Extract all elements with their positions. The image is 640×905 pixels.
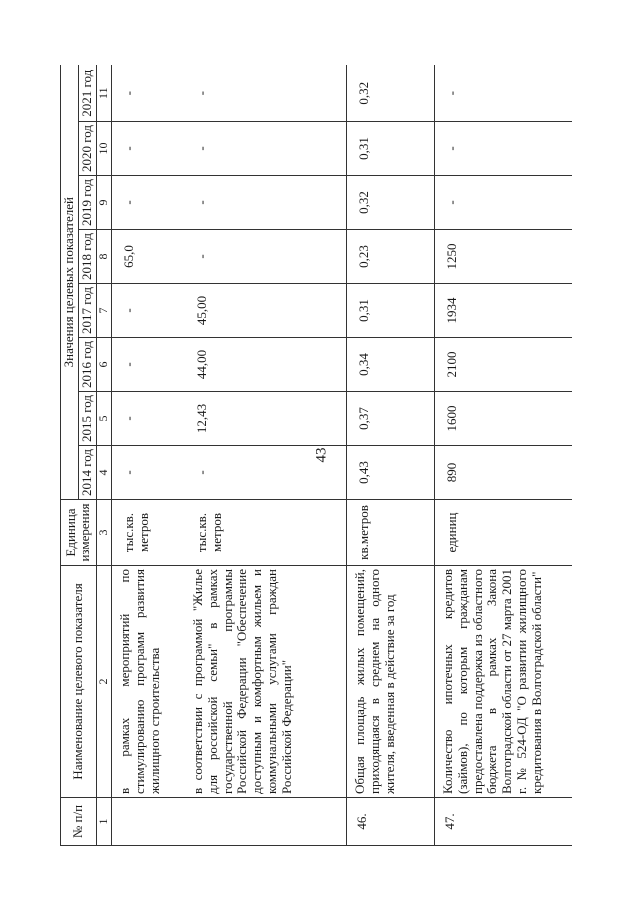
value-cell: 890 <box>434 446 572 500</box>
header-row-1 <box>61 65 79 845</box>
value-cell: - <box>111 65 185 121</box>
header-year: 2018 год <box>78 230 96 284</box>
value-cell: - <box>185 176 347 230</box>
column-numbers-row <box>96 65 111 845</box>
header-year: 2014 год <box>78 446 96 500</box>
column-number: 1 <box>96 798 111 846</box>
value-cell: - <box>111 122 185 176</box>
value-cell: - <box>434 176 572 230</box>
header-year: 2020 год <box>78 122 96 176</box>
table-row <box>434 65 572 845</box>
indicator-name: в рамках мероприятий по стимулированию программ развития жилищного строительства <box>111 566 185 798</box>
value-cell: 65,0 <box>111 230 185 284</box>
row-number: 47. <box>434 798 572 846</box>
value-cell: 0,31 <box>346 122 434 176</box>
header-unit: Единица измерения <box>61 500 97 566</box>
value-cell: - <box>434 65 572 121</box>
header-year: 2015 год <box>78 392 96 446</box>
value-cell: 2100 <box>434 338 572 392</box>
indicator-name: в соответствии с программой "Жилье для российской семьи" в рамках государственной программы Российской Федерации "Обеспечение доступным и комфортным жильем и коммунальными услугами граждан Российской Федерации" <box>185 566 347 798</box>
value-cell: 0,37 <box>346 392 434 446</box>
value-cell: - <box>185 65 347 121</box>
value-cell: 12,43 <box>185 392 347 446</box>
column-number: 2 <box>96 566 111 798</box>
value-cell: - <box>111 446 185 500</box>
value-cell: - <box>185 446 347 500</box>
header-name: Наименование целевого показателя <box>61 566 97 798</box>
column-number: 9 <box>96 176 111 230</box>
column-number: 5 <box>96 392 111 446</box>
value-cell: - <box>111 338 185 392</box>
value-cell: 1934 <box>434 284 572 338</box>
value-cell: - <box>185 230 347 284</box>
value-cell: - <box>185 122 347 176</box>
value-cell: 0,32 <box>346 176 434 230</box>
unit-cell: кв.метров <box>346 500 434 566</box>
value-cell: 0,31 <box>346 284 434 338</box>
value-cell: 1250 <box>434 230 572 284</box>
column-number: 6 <box>96 338 111 392</box>
value-cell: - <box>111 176 185 230</box>
column-number: 11 <box>96 65 111 121</box>
header-year: 2019 год <box>78 176 96 230</box>
table-row <box>185 65 347 845</box>
value-cell: 0,43 <box>346 446 434 500</box>
table-row <box>111 65 185 845</box>
column-number: 8 <box>96 230 111 284</box>
column-number: 7 <box>96 284 111 338</box>
value-cell: 0,34 <box>346 338 434 392</box>
value-cell: 1600 <box>434 392 572 446</box>
unit-cell: тыс.кв. метров <box>111 500 185 566</box>
rotated-table-container <box>60 66 600 846</box>
value-cell: 0,32 <box>346 65 434 121</box>
header-year: 2017 год <box>78 284 96 338</box>
row-number <box>185 798 347 846</box>
indicators-table <box>60 65 572 846</box>
header-num: № п/п <box>61 798 97 846</box>
header-year: 2016 год <box>78 338 96 392</box>
value-cell: 45,00 <box>185 284 347 338</box>
column-number: 3 <box>96 500 111 566</box>
column-number: 4 <box>96 446 111 500</box>
table-row <box>346 65 434 845</box>
value-cell: 44,00 <box>185 338 347 392</box>
indicator-name: Общая площадь жилых помещений, приходящаяся в среднем на одного жителя, введенная в действие за год <box>346 566 434 798</box>
unit-cell: единиц <box>434 500 572 566</box>
indicator-name: Количество ипотечных кредитов (займов), по которым гражданам предоставлена поддержка из областного бюджета в рамках Закона Волгоградской области от 27 марта 2001 г. № 524-ОД "О развитии жилищного кредитования в Волгоградской области" <box>434 566 572 798</box>
unit-cell: тыс.кв. метров <box>185 500 347 566</box>
page-number: 43 <box>313 447 330 463</box>
column-number: 10 <box>96 122 111 176</box>
row-number <box>111 798 185 846</box>
value-cell: 0,23 <box>346 230 434 284</box>
value-cell: - <box>434 122 572 176</box>
value-cell: - <box>111 284 185 338</box>
row-number: 46. <box>346 798 434 846</box>
value-cell: - <box>111 392 185 446</box>
header-values-group: Значения целевых показателей <box>61 65 79 499</box>
header-year: 2021 год <box>78 65 96 121</box>
